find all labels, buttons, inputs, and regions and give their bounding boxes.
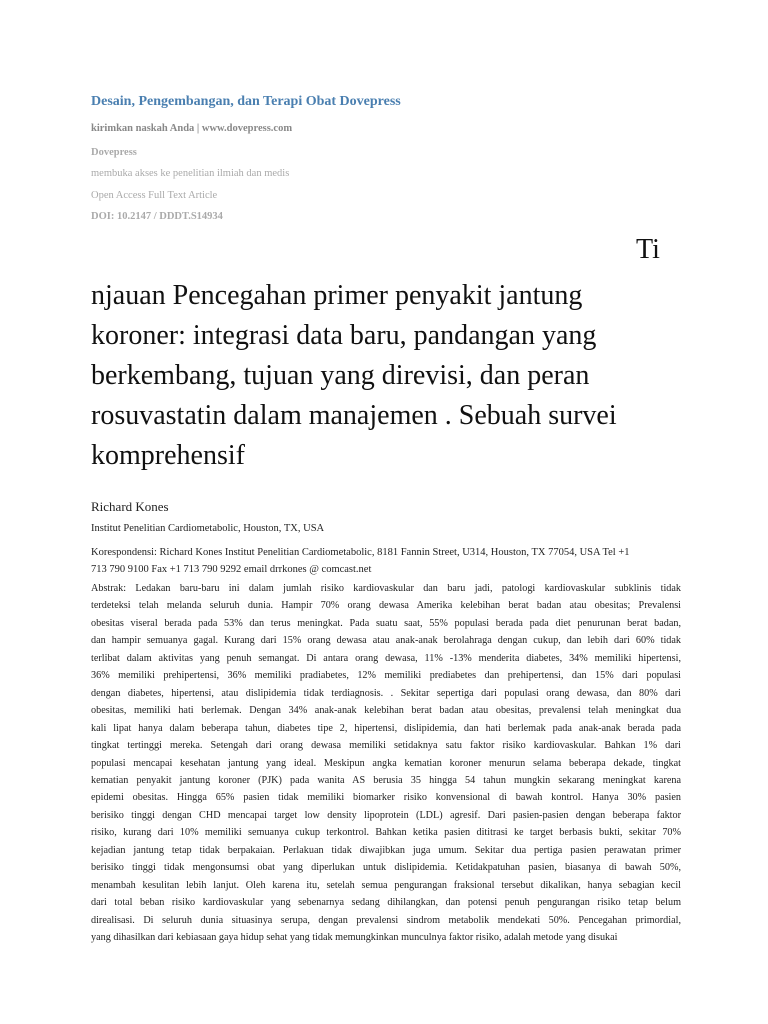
article-title-line: rosuvastatin dalam manajemen . Sebuah survei — [91, 400, 617, 431]
abstract-line: kematian penyakit jantung koroner (PJK) pada wanita AS berusia 35 hingga 54 tahun mungkin sekarang meningkat karena — [91, 774, 681, 786]
abstract-line: tingkat tertinggi mereka. Setengah dari orang dewasa memiliki setidaknya satu faktor risiko kardiovaskular. Bahkan 1% dari — [91, 740, 681, 752]
submit-manuscript-line: kirimkan naskah Anda | www.dovepress.com — [91, 123, 293, 134]
author-affiliation: Institut Penelitian Cardiometabolic, Houston, TX, USA — [91, 523, 325, 534]
article-title-line: njauan Pencegahan primer penyakit jantung — [91, 280, 583, 311]
publisher-tagline: membuka akses ke penelitian ilmiah dan medis — [91, 168, 290, 179]
abstract-line: dengan diabetes, hipertensi, atau dislipidemia tidak terdiagnosis. . Sekitar sepertiga dari populasi orang dewasa, dan 80% dari — [91, 687, 681, 699]
abstract-line: dan hampir semuanya gagal. Kurang dari 15% orang dewasa atau anak-anak berolahraga dengan cukup, dan lebih dari 60% tidak — [91, 635, 681, 647]
abstract-line: menambah kesulitan lebih lanjut. Oleh karena itu, setelah semua pengurangan fraksional tersebut dikalikan, hanya sebagian kecil — [91, 879, 681, 891]
abstract — [91, 580, 681, 947]
abstract-line: terdeteksi telah melanda seluruh dunia. Hampir 70% orang dewasa Amerika kelebihan berat badan atau obesitas; Prevalensi — [91, 600, 681, 612]
abstract-line: dari total beban risiko kardiovaskular yang sebenarnya sedang dihilangkan, dan potensi penuh pengurangan risiko tetap belum — [91, 897, 681, 909]
abstract-line: Abstrak: Ledakan baru-baru ini dalam jumlah risiko kardiovaskular dan baru jadi, patologi kardiovaskular subklinis tidak — [91, 583, 681, 594]
correspondence-line: 713 790 9100 Fax +1 713 790 9292 email drrkones @ comcast.net — [91, 564, 372, 575]
article-title-line: komprehensif — [91, 440, 245, 471]
abstract-line: epidemi obesitas. Hingga 65% pasien tidak memiliki biomarker risiko konvensional di bawah kontrol. Hanya 30% pasien — [91, 792, 681, 804]
abstract-line: kali lipat hanya dalam beberapa tahun, diabetes tipe 2, hipertensi, dislipidemia, dan hati berlemak pada anak-anak berada pada — [91, 722, 681, 734]
abstract-line: 36% memiliki prehipertensi, 36% memiliki pradiabetes, 12% memiliki prediabetes dan prehipertensi, dan 15% dari populasi — [91, 670, 681, 682]
abstract-line: populasi mencapai kesehatan jantung yang ideal. Meskipun angka kematian koroner menurun selama beberapa dekade, tingkat — [91, 757, 681, 769]
abstract-line: direalisasi. Di seluruh dunia situasinya serupa, dengan prevalensi sindrom metabolik mendekati 50%. Pencegahan primordial, — [91, 914, 681, 926]
publisher-name: Dovepress — [91, 147, 137, 158]
abstract-line: yang dihasilkan dari kebiasaan gaya hidup sehat yang tidak memungkinkan munculnya faktor risiko, adalah metode yang disukai — [91, 932, 618, 944]
abstract-line: obesitas viseral berada pada 53% dan terus meningkat. Pada suatu saat, 55% populasi berada pada diet penurunan berat badan, — [91, 617, 681, 629]
abstract-line: berisiko tinggi dengan CHD mencapai target low density lipoprotein (LDL) agresif. Dari pasien-pasien dengan beberapa faktor — [91, 809, 681, 821]
doi: DOI: 10.2147 / DDDT.S14934 — [91, 211, 223, 222]
correspondence-line: Korespondensi: Richard Kones Institut Penelitian Cardiometabolic, 8181 Fannin Street, U314, Houston, TX 77054, USA Tel +1 — [91, 547, 630, 558]
journal-title: Desain, Pengembangan, dan Terapi Obat Dovepress — [91, 94, 401, 109]
article-title-start: Ti — [636, 234, 660, 265]
article-title-line: koroner: integrasi data baru, pandangan yang — [91, 320, 597, 351]
abstract-line: terlibat dalam aktivitas yang penuh semangat. Di antara orang dewasa, 11% -13% menderita diabetes, 34% memiliki hipertensi, — [91, 652, 681, 664]
article-title-line: berkembang, tujuan yang direvisi, dan peran — [91, 360, 590, 391]
abstract-line: risiko, kurang dari 10% memiliki semuanya cukup terkontrol. Bahkan ketika pasien dititrasi ke target berbasis bukti, sekitar 70% — [91, 827, 681, 839]
abstract-line: obesitas, memiliki hati berlemak. Dengan 34% anak-anak kelebihan berat badan atau obesitas, prevalensi telah meningkat dua — [91, 705, 681, 717]
correspondence — [91, 544, 681, 578]
abstract-line: berisiko tinggi tidak mengonsumsi obat yang diperlukan untuk dislipidemia. Ketidakpatuhan pasien, biasanya di bawah 50%, — [91, 862, 681, 874]
article-title — [91, 276, 691, 476]
abstract-line: kejadian jantung tetap tidak berpakaian. Perlakuan tidak diwajibkan juga umum. Sekitar dua pertiga pasien perawatan primer — [91, 844, 681, 856]
author-name: Richard Kones — [91, 499, 169, 514]
access-type: Open Access Full Text Article — [91, 190, 218, 201]
